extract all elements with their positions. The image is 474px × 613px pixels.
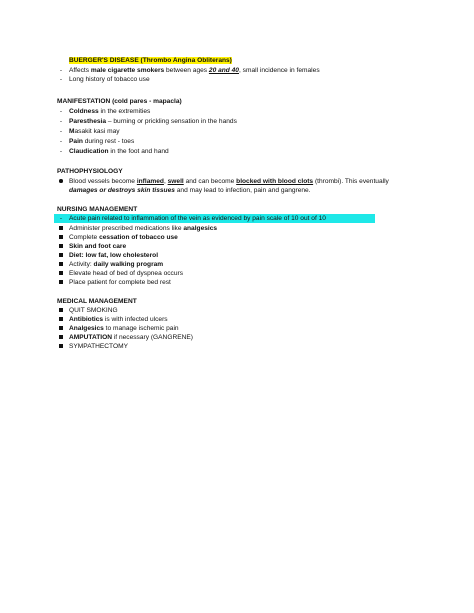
bullet-square-icon (59, 226, 63, 230)
bullet-square-icon (59, 262, 63, 266)
document-page: BUERGER'S DISEASE (Thrombo Angina Obliterans) - Affects male cigarette smokers between ages 20 and 40, small incidence in females - Long history of tobacco use MANIFESTATION (cold pares - mapacla) - Coldness in the extremities - Paresthesia – burning or prickling sensation in the hands - Masakit kasi may - Pain during rest - toes - Claudication in the foot and hand PATHOPHYSIOLOGY Blood vessels become inflamed, swell and can become blocked with blood clots (thrombi). This eventually damages or destroys skin tissues and may lead to infection, pain and gangrene. NURSING MANAGEMENT - Acute pain related to inflammation of the vein as evidenced by pain scale of 10 out of 10 Administer prescribed medications like analgesics Complete cessation of tobacco use Skin and foot care Diet: low fat, low cholesterol Activity: daily walking program Elevate head of bed of dyspnea occurs Place patient for complete bed rest MEDICAL MANAGEMENT QUIT SMOKING Antibiotics is with infected ulcers Analgesics to manage ischemic pain AMPUTATION if necessary (GANGRENE) SYMPATHECTOMY (0, 0, 474, 613)
bullet-square-icon (59, 244, 63, 248)
bullet-square-icon (59, 326, 63, 330)
pathophysiology-heading: PATHOPHYSIOLOGY (57, 168, 123, 175)
manifestation-heading: MANIFESTATION (cold pares - mapacla) (57, 98, 182, 105)
bullet-square-icon (59, 317, 63, 321)
pathophysiology-text-cont: damages or destroys skin tissues and may lead to infection, pain and gangrene. (69, 187, 311, 194)
document-title: BUERGER'S DISEASE (Thrombo Angina Obliterans) (69, 57, 232, 64)
bullet-square-icon (59, 308, 63, 312)
bullet-square-icon (59, 335, 63, 339)
bullet-dot-icon (59, 179, 63, 183)
bullet-square-icon (59, 271, 63, 275)
bullet-square-icon (59, 280, 63, 284)
bullet-square-icon (59, 253, 63, 257)
nursing-heading: NURSING MANAGEMENT (57, 206, 138, 213)
medical-heading: MEDICAL MANAGEMENT (57, 298, 137, 305)
bullet-square-icon (59, 344, 63, 348)
bullet-square-icon (59, 235, 63, 239)
